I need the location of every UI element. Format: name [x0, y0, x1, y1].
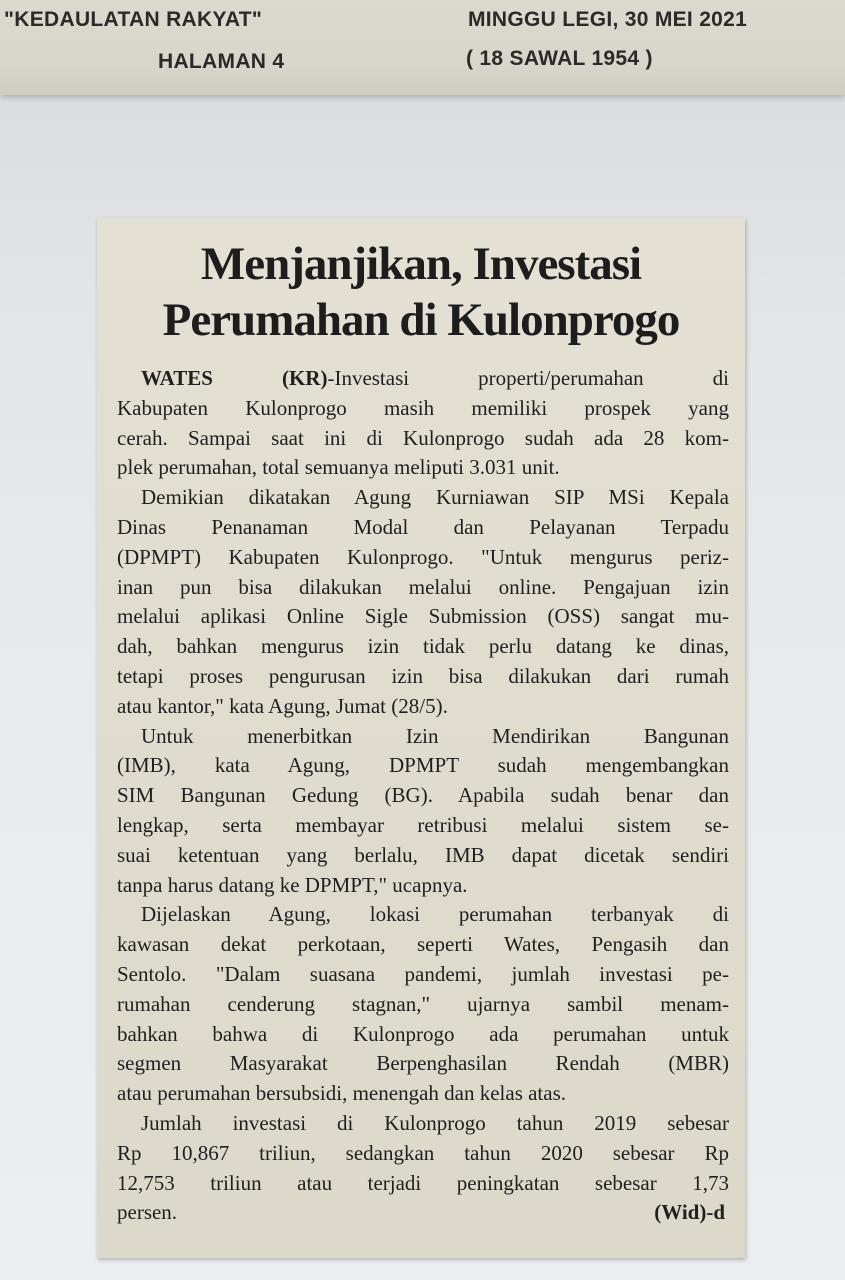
dateline: WATES (KR): [141, 366, 328, 390]
article-line: (DPMPT) Kabupaten Kulonprogo. "Untuk mengurus periz-: [117, 544, 729, 569]
article-line: Dinas Penanaman Modal dan Pelayanan Terpadu: [117, 514, 729, 539]
article-line: Dijelaskan Agung, lokasi perumahan terbanyak di: [141, 902, 729, 927]
article-line: (IMB), kata Agung, DPMPT sudah mengembangkan: [117, 753, 729, 778]
byline: (Wid)-d: [654, 1200, 725, 1225]
article-line: Kabupaten Kulonprogo masih memiliki prospek yang: [117, 395, 729, 420]
article-line: kawasan dekat perkotaan, seperti Wates, Pengasih dan: [117, 932, 729, 957]
article-line: inan pun bisa dilakukan melalui online. Pengajuan izin: [117, 574, 729, 599]
article-line: Rp 10,867 triliun, sedangkan tahun 2020 sebesar Rp: [117, 1140, 729, 1165]
article-line: cerah. Sampai saat ini di Kulonprogo sudah ada 28 kom-: [117, 425, 729, 450]
article-line: plek perumahan, total semuanya meliputi 3.031 unit.: [117, 455, 560, 480]
article-line: 12,753 triliun atau terjadi peningkatan sebesar 1,73: [117, 1170, 729, 1195]
hijri-date: ( 18 SAWAL 1954 ): [466, 47, 653, 70]
page-number: HALAMAN 4: [158, 50, 285, 73]
article-line: Demikian dikatakan Agung Kurniawan SIP MSi Kepala: [141, 485, 729, 510]
headline-line-2: Perumahan di Kulonprogo: [162, 294, 680, 346]
article-line-text: persen.: [117, 1200, 178, 1225]
article-line: Untuk menerbitkan Izin Mendirikan Bangunan: [141, 723, 729, 748]
article-line-text: -Investasi properti/perumahan di: [327, 366, 729, 390]
article-line: atau perumahan bersubsidi, menengah dan kelas atas.: [117, 1081, 567, 1106]
newspaper-header: [0, 0, 845, 95]
article-line: tetapi proses pengurusan izin bisa dilakukan dari rumah: [117, 663, 729, 688]
publication-date: MINGGU LEGI, 30 MEI 2021: [468, 8, 748, 31]
article-line: SIM Bangunan Gedung (BG). Apabila sudah benar dan: [117, 783, 729, 808]
article-line: Sentolo. "Dalam suasana pandemi, jumlah investasi pe-: [117, 961, 729, 986]
article-clipping: [97, 218, 745, 1258]
article-line: bahkan bahwa di Kulonprogo ada perumahan untuk: [117, 1021, 729, 1046]
article-line: rumahan cenderung stagnan," ujarnya sambil menam-: [117, 991, 729, 1016]
headline-line-1: Menjanjikan, Investasi: [200, 238, 642, 290]
article-line: Jumlah investasi di Kulonprogo tahun 2019 sebesar: [141, 1110, 729, 1135]
article-line: dah, bahkan mengurus izin tidak perlu datang ke dinas,: [117, 634, 729, 659]
article-line: tanpa harus datang ke DPMPT," ucapnya.: [117, 872, 468, 897]
article-line: segmen Masyarakat Berpenghasilan Rendah (MBR): [117, 1051, 729, 1076]
article-body: [117, 364, 729, 1228]
article-line: melalui aplikasi Online Sigle Submission (OSS) sangat mu-: [117, 604, 729, 629]
article-line: lengkap, serta membayar retribusi melalui sistem se-: [117, 812, 729, 837]
article-line: [117, 364, 729, 394]
article-line: suai ketentuan yang berlalu, IMB dapat dicetak sendiri: [117, 842, 729, 867]
article-line: atau kantor," kata Agung, Jumat (28/5).: [117, 693, 448, 718]
article-last-line: [117, 1198, 729, 1228]
newspaper-name: "KEDAULATAN RAKYAT": [4, 8, 263, 31]
